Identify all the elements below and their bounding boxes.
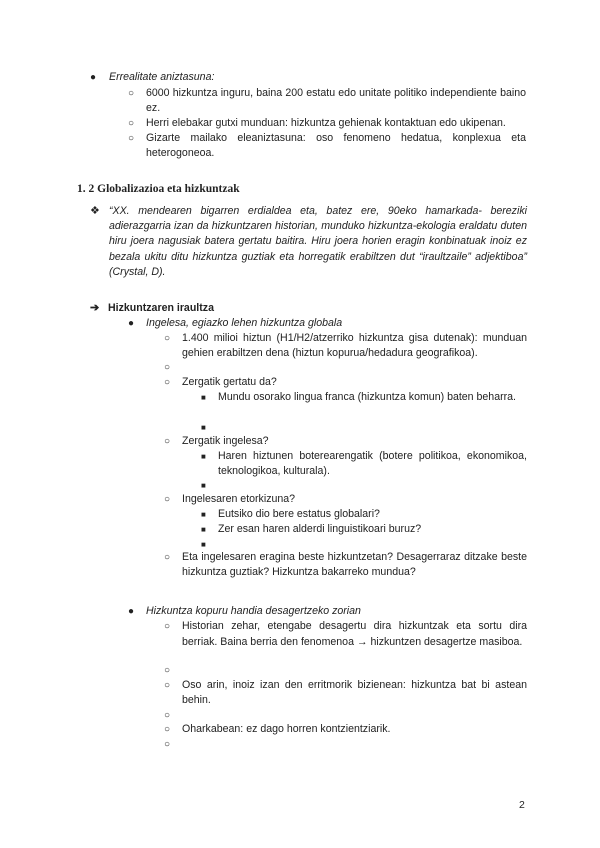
quote-paragraph: “XX. mendearen bigarren erdialdea eta, batez ere, 90eko hamarkada- bereziki adierazgarria izan da hizkuntzaren historian, munduko hizkuntza-ekologia eraldatu duten hiru joera nagusiak batera gertatu baitira. Hiru joera horien eragin konbinatuak inoiz ez bezala ukitu ditu hizkuntza guztiak eta horregatik erabiltzen dut “iraultzaile” adjektiboa” (Crystal, D).	[109, 205, 527, 278]
list-item: Gizarte mailako eleaniztasuna: oso fenomeno hedatua, konplexua eta heterogoneoa.	[146, 132, 526, 159]
bullet-dot: ●	[128, 606, 135, 617]
bullet-square: ■	[201, 525, 206, 534]
list-item: Haren hiztunen boterearengatik (botere politikoa, ekonomikoa, teknologikoa, kulturala).	[218, 450, 527, 477]
bullet-dot: ●	[90, 72, 97, 83]
section-heading: 1. 2 Globalizazioa eta hizkuntzak	[77, 183, 240, 195]
bullet-square: ■	[201, 540, 206, 549]
list-item: Oso arin, inoiz izan den erritmorik bizienean: hizkuntza bat bi astean behin.	[182, 679, 527, 706]
bullet-square: ■	[201, 481, 206, 490]
bullet-circle: ○	[164, 680, 171, 691]
list-item: Eutsiko dio bere estatus globalari?	[218, 508, 380, 520]
bullet-circle: ○	[164, 494, 171, 505]
list-item: Zergatik gertatu da?	[182, 376, 277, 388]
bullet-circle: ○	[164, 665, 171, 676]
bullet-circle: ○	[128, 118, 135, 129]
bullet-square: ■	[201, 452, 206, 461]
list-item: Mundu osorako lingua franca (hizkuntza komun) baten beharra.	[218, 391, 516, 403]
arrow-icon: ➔	[90, 302, 100, 314]
list-item: Eta ingelesaren eragina beste hizkuntzetan? Desagerraraz ditzake beste hizkuntza guztiak? Hizkuntza bakarreko mundua?	[182, 551, 527, 578]
bullet-square: ■	[201, 510, 206, 519]
list-item: Ingelesaren etorkizuna?	[182, 493, 296, 505]
bullet-circle: ○	[164, 333, 171, 344]
list-item: Zer esan haren alderdi linguistikoari buruz?	[218, 523, 422, 535]
bullet-square: ■	[201, 393, 206, 402]
page-number: 2	[519, 799, 525, 811]
list-item: 6000 hizkuntza inguru, baina 200 estatu edo unitate politiko independiente baino ez.	[146, 87, 526, 114]
bullet-circle: ○	[164, 362, 171, 373]
bullet-circle: ○	[164, 552, 171, 563]
bullet-circle: ○	[164, 724, 171, 735]
list-item-title: Errealitate aniztasuna:	[109, 71, 215, 83]
list-item-title: Ingelesa, egiazko lehen hizkuntza globala	[146, 317, 343, 329]
bullet-circle: ○	[164, 436, 171, 447]
list-item: 1.400 milioi hiztun (H1/H2/atzerriko hizkuntza gisa dutenak): munduan gehien erabiltzen dena (hiztun kopurua/hedadura geografikoa).	[182, 332, 527, 359]
list-item: Herri elebakar gutxi munduan: hizkuntza gehienak kontaktuan edo ukipenan.	[146, 117, 506, 129]
bullet-square: ■	[201, 423, 206, 432]
bullet-circle: ○	[128, 88, 135, 99]
bullet-circle: ○	[128, 133, 135, 144]
bullet-circle: ○	[164, 739, 171, 750]
diamond-bullet-icon: ❖	[90, 205, 100, 217]
bullet-dot: ●	[128, 318, 135, 329]
list-item: Zergatik ingelesa?	[182, 435, 269, 447]
bullet-circle: ○	[164, 621, 171, 632]
list-item: Oharkabean: ez dago horren kontzientziarik.	[182, 723, 391, 735]
subsection-heading: Hizkuntzaren iraultza	[108, 302, 214, 314]
bullet-circle: ○	[164, 710, 171, 721]
list-item-title: Hizkuntza kopuru handia desagertzeko zorian	[146, 605, 361, 617]
list-item: Historian zehar, etengabe desagertu dira hizkuntzak eta sortu dira berriak. Baina berria den fenomenoa → hizkuntzen desagertze masiboa.	[182, 620, 527, 648]
bullet-circle: ○	[164, 377, 171, 388]
